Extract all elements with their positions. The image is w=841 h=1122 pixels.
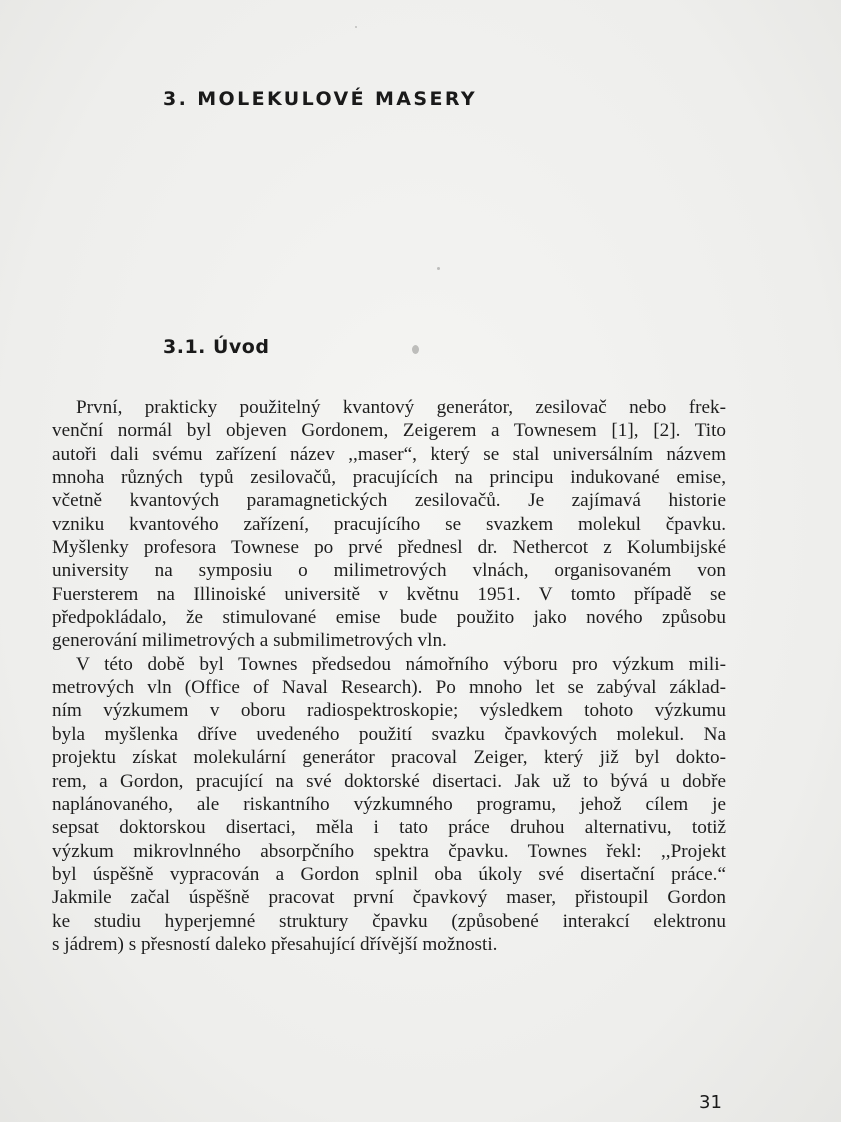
paper-speck: [355, 26, 357, 28]
paragraph-1: [52, 396, 726, 653]
text-line: Fuersterem na Illinoiské universitě v květnu 1951. V tomto případě se: [52, 583, 726, 605]
text-line: Jakmile začal úspěšně pracovat první čpavkový maser, přistoupil Gordon: [52, 887, 726, 909]
text-line: byl úspěšně vypracován a Gordon splnil oba úkoly své disertační práce.“: [52, 863, 726, 885]
text-line: ke studiu hyperjemné struktury čpavku (způsobené interakcí elektronu: [52, 910, 726, 932]
text-line: university na symposiu o milimetrových vlnách, organisovaném von: [52, 560, 726, 582]
text-line: metrových vln (Office of Naval Research). Po mnoho let se zabýval základ-: [52, 677, 726, 699]
text-line: naplánovaného, ale riskantního výzkumného programu, jehož cílem je: [52, 793, 726, 815]
text-line: generování milimetrových a submilimetrových vln.: [52, 630, 447, 652]
text-line: venční normál byl objeven Gordonem, Zeigerem a Townesem [1], [2]. Tito: [52, 420, 726, 442]
section-title: 3.1. Úvod: [163, 336, 270, 358]
text-line: vzniku kvantového zařízení, pracujícího se svazkem molekul čpavku.: [52, 513, 726, 535]
paragraph-2: [52, 653, 726, 956]
chapter-title: 3. MOLEKULOVÉ MASERY: [163, 88, 478, 110]
paper-speck: [412, 345, 419, 354]
text-line: První, prakticky použitelný kvantový generátor, zesilovač nebo frek-: [76, 397, 726, 418]
text-line: projektu získat molekulární generátor pracoval Zeiger, který již byl dokto-: [52, 747, 726, 769]
text-line: V této době byl Townes předsedou námořního výboru pro výzkum mili-: [76, 653, 726, 675]
text-line: mnoha různých typů zesilovačů, pracujících na principu indukované emise,: [52, 467, 726, 489]
text-line: sepsat doktorskou disertaci, měla i tato práce druhou alternativu, totiž: [52, 817, 726, 839]
body-text: [52, 396, 726, 956]
text-line: byla myšlenka dříve uvedeného použití svazku čpavkových molekul. Na: [52, 723, 726, 745]
text-line: výzkum mikrovlnného absorpčního spektra čpavku. Townes řekl: ,,Projekt: [52, 840, 726, 862]
text-line: Myšlenky profesora Townese po prvé přednesl dr. Nethercot z Kolumbijské: [52, 537, 726, 559]
text-line: s jádrem) s přesností daleko přesahující dřívější možnosti.: [52, 933, 498, 955]
text-line: autoři dali svému zařízení název ,,maser“, který se stal universálním názvem: [52, 443, 726, 465]
text-line: předpokládalo, že stimulované emise bude použito jako nového způsobu: [52, 607, 726, 629]
page-number: 31: [699, 1092, 722, 1113]
paper-speck: [437, 267, 440, 270]
text-line: rem, a Gordon, pracující na své doktorské disertaci. Jak už to bývá u dobře: [52, 770, 726, 792]
text-line: ním výzkumem v oboru radiospektroskopie; výsledkem tohoto výzkumu: [52, 700, 726, 722]
text-line: včetně kvantových paramagnetických zesilovačů. Je zajímavá historie: [52, 490, 726, 512]
